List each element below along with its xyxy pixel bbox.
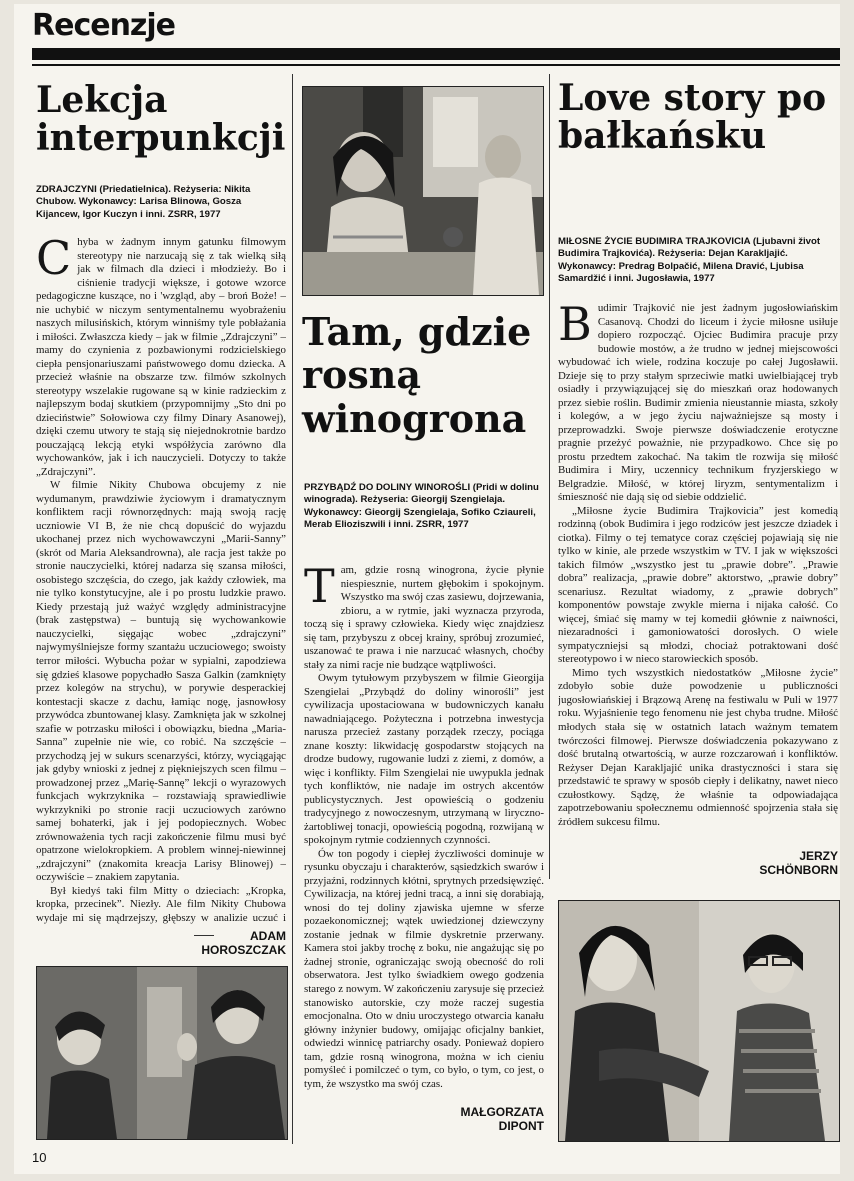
article-lekcja-paragraph-2: W filmie Nikity Chubowa obcujemy z nie wydumanym, prawdziwie życiowym i dramatycznym konfliktem racji równorzędnych: mają swoją rację uczniowie VI B, że nie chcą dopuścić do wyjazdu ukochanej przez nich wychowawczyni „Marii-Sanny” (skrót od Maria Aleksandrowna), ale racja jest także po stronie nauczycielki, której nadarza się szansa miłości, osobistego szczęścia, do czego, jak każdy człowiek, ma nie tylko konstytucyjne, ale i po prostu ludzkie prawo. Kiedy przestają już ważyć względy administracyjne (brak zastępstwa) – buntują się wychowankowie nauczycielki, sięgając wobec „zdrajczyni” najwymyślniejsze formy szantażu uczuciowego; swoisty terror miłości. Wybucha pożar w sypialni, zapodziewa się gdzieś klasowe popychadło Sasza Galkin (zamknięty przez kolegów na strychu), w porywie desperackiej kontestacji skacze z dachu, łamiąc nogę, jasnowłosy przywódca zbuntowanej klasy. Zamknięta jak w szkolnej szafie w potrzasku miłości i obowiązku, biedna „Maria-Sanna” zupełnie nie wie, co robić. Na szczęście – przychodzą jej w sukurs scenarzyści, którzy, wyciągając jak gdyby wnioski z jednej z piękniejszych scen filmu – prowadzonej przez „Marię-Sannę” lekcji o wyrazowych funkcjach wykrzyknika – rozstawiają sprawiedliwie wykrzykniki po stronie racji uczuciowych zarówno samej bohaterki, jak i jej podopiecznych. Wobec zrównoważenia tych racji zakończenie filmu musi być opatrzone wielokropkiem. A problem winnej-niewinnej „zdrajczyni” (znakomita kreacja Larisy Blinowej) – oczywiście – znakiem zapytania. xyxy=(36,479,286,884)
article-winogrona-author-line-1: MAŁGORZATA xyxy=(460,1105,544,1119)
article-winogrona-credits: PRZYBĄDŹ DO DOLINY WINOROŚLI (Pridi w dolinu winograda). Reżyseria: Gieorgij Szengielaja. Wykonawcy: Gieorgij Szengielaja, Sofiko Cziaureli, Merab Elioziszwili i inni. ZSRR, 1977 xyxy=(304,482,539,530)
article-lekcja-author-line-2: HOROSZCZAK xyxy=(201,942,286,957)
film-still-zdrajczyni xyxy=(36,966,288,1140)
film-still-winogrona-graphic xyxy=(303,87,543,295)
article-balkany-author-line-1: JERZY xyxy=(799,849,838,863)
article-balkany-title: Love story po bałkańsku xyxy=(558,77,827,157)
article-balkany-dropcap: B xyxy=(558,302,592,351)
article-winogrona-body xyxy=(304,564,544,1099)
column-divider-left xyxy=(292,74,293,1144)
article-winogrona-dropcap: T xyxy=(304,564,335,613)
article-lekcja-credits: ZDRAJCZYNI (Priedatielnica). Reżyseria: Nikita Chubow. Wykonawcy: Larisa Blinowa, Gosza Kijancew, Igor Kuczyn i inni. ZSRR, 1977 xyxy=(36,184,251,220)
article-balkany-author-line-2: SCHÖNBORN xyxy=(759,862,838,877)
film-still-budimir-graphic xyxy=(559,901,839,1141)
article-balkany-author xyxy=(674,850,838,878)
article-winogrona-title: Tam, gdzie rosną winogrona xyxy=(302,309,532,441)
article-winogrona-paragraph-3: Ów ton pogody i ciepłej życzliwości dominuje w rysunku obyczaju i charakterów, sąsiedzkich swarów i przyjaźni, rodzinnych kłótni, sprytnych przedsięwzięć. Cywilizacja, na której jedni tracą, a inni się dorabiają, wnosi do tej doliny zjawiska ujemne w sferze pozaekonomicznej; wątek uwiedzionej dziewczyny zostanie jednak w filmie dyskretnie przerwany. Kamera stoi jakby trochę z boku, nie angażując się po żadnej stronie, ograniczając swoją obecność do roli obserwatora. Jest tylko świadkiem owego godzenia starego z nowym. W zakończeniu zarysuje się przecież stanowisko autorskie, czy może raczej sugestia emocjonalna. Oto w dniu uroczystego otwarcia kanału główny inżynier budowy, omijając oficjalny bankiet, odwiedzi winnicę patriarchy osady. Ponieważ dopiero tam, gdzie rosną winogrona, można w ich cieniu pomyśleć i pomilczeć o tym, co było, o tym, co jest, o tym, że wszystko ma swój czas. xyxy=(304,847,544,1090)
magazine-page xyxy=(14,4,840,1174)
article-lekcja-author-line-1: ADAM xyxy=(250,929,286,943)
header-rule-thin xyxy=(32,64,840,66)
header-rule xyxy=(32,48,840,60)
article-winogrona-paragraph-1: am, gdzie rosną winogrona, życie płynie niespiesznie, nurtem głębokim i spokojnym. Wszystko ma swój czas zasiewu, dojrzewania, zbioru, a w rytmie, jaki wyznacza przyroda, toczą się i sprawy człowieka. Kiedy więc znajdziesz się tam, przybyszu z obcej krainy, spróbuj zrozumieć, uszanować te prawa i nie narzucać własnych, choćby stały za nimi racje nie budzące wątpliwości. xyxy=(304,564,544,671)
film-still-budimir xyxy=(558,900,840,1142)
section-label: Recenzje xyxy=(32,8,176,43)
column-divider-right xyxy=(549,74,550,879)
article-lekcja-title: Lekcja interpunkcji xyxy=(36,79,286,159)
article-lekcja-body xyxy=(36,236,286,926)
article-balkany-paragraph-1: udimir Trajković nie jest żadnym jugosłowiańskim Casanovą. Chodzi do liceum i życie miłosne usiłuje dopiero rozpocząć. Ojciec Budimira pracuje przy budowie mostów, a że trudno w jednej miejscowości wybudować ich wiele, rodzina koczuje po całej Jugosławii. Dzieje się to przy stałym sprzeciwie matki uwielbiającej tryb osiadły i przywiązującej się do mieszkań oraz hodowanych przez siebie roślin. Budimir zmienia nieustannie miasta, szkoły i kolegów, a w jego życiu najważniejsze są mosty i przeprowadzki. Swoje pierwsze doświadczenie erotyczne pragnie przeżyć poważnie, nie przypadkowo. Chce się po prostu przedtem zakochać. Na takim tle rozwija się miłość Budimira i Miry, uczennicy technikum fryzjerskiego w Belgradzie. Miłość, w której liryzm, sentymentalizm i śmieszność nie dają się od siebie oddzielić. xyxy=(558,302,838,504)
article-winogrona-author-line-2: DIPONT xyxy=(498,1118,544,1133)
film-still-zdrajczyni-graphic xyxy=(37,967,287,1139)
article-balkany-credits: MIŁOSNE ŻYCIE BUDIMIRA TRAJKOVICIA (Ljubavni život Budimira Trajkovića). Reżyseria: Dejan Karakljajić. Wykonawcy: Predrag Bolpačić, Milena Dravić, Ljubisa Samardžić i inni. Jugosławia, 1977 xyxy=(558,236,821,284)
article-balkany-paragraph-2: „Miłosne życie Budimira Trajkovicia” jest komedią rodzinną (obok Budimira i jego rodziców jest jeszcze dziadek i ciotka). Filmy o tej tematyce coraz częściej pojawiają się nie tylko w kinie, ale przede wszystkim w TV. I jak w większości takich filmów „wszystko jest tu „prawie dobre”. „Prawie dobra” realizacja, „prawie dobre” aktorstwo, „prawie dobry” scenariusz. Rezultat wiadomy, z „prawie dobrych” komponentów powstaje zwykle mierna i nijaka całość. Co więcej, śmiać się mamy w tej komedii głównie z naiwności, niezaradności i gamoniowatości dorosłych. O wiele sympatyczniejsi są młodzi, chociaż potraktowani dość stereotypowo i w nieco starowieckich sposób. xyxy=(558,504,838,666)
article-lekcja-paragraph-3: Był kiedyś taki film Mitty o dzieciach: „Kropka, kropka, przecinek”. Niezły. Ale film Nikity Chubowa wydaje mi się mądrzejszy, głębszy w analizie uczuć i xyxy=(36,884,286,924)
article-lekcja-author xyxy=(134,930,286,958)
article-balkany-paragraph-3: Mimo tych wszystkich niedostatków „Miłosne życie” zdobyło sobie duże powodzenie u publiczności jugosłowiańskiej i Brązową Arenę na festiwalu w Puli w 1977 roku. Wyjaśnienie tego fenomenu nie jest chyba trudne. Miłość młodych stała się w ostatnich latach ważnym tematem twórczości filmowej. Pierwsze doświadczenia pokazywano z dość brutalną otwartością, w aurze rozczarowań i konfliktów. Reżyser Dejan Karakljajić unika drastyczności i stara się przedstawić te sprawy w sposób ciepły i delikatny, nawet nieco czułostkowy. Sądzę, że właśnie ta odpowiadająca zapotrzebowaniu społecznemu odmienność spojrzenia stała się źródłem sukcesu filmu. xyxy=(558,666,838,828)
page-number: 10 xyxy=(32,1150,47,1165)
article-winogrona-author xyxy=(394,1106,544,1134)
article-winogrona-paragraph-2: Owym tytułowym przybyszem w filmie Gieorgija Szengielai „Przybądź do doliny winorośli” jest cywilizacja upostaciowana w budowniczych kanału nawadniającego. Pożyteczna i potrzebna inwestycja narusza przecież zastany porządek rzeczy, pociąga znane koszty: likwidację gospodarstw stojących na drodze budowy, rugowanie ludzi z ziemi, z domów, a więc i konflikty. Film Szengielai nie uwypukla jednak tych konfliktów, nie nadaje im ostrych akcentów publicystycznych. Jest opowieścią o godzeniu tradycyjnego z nowoczesnym, utrzymaną w liryczno-żartobliwej tonacji, opowieścią pogodną, rozwijaną w spokojnym rytmie codziennych czynności. xyxy=(304,672,544,847)
article-lekcja-dropcap: C xyxy=(36,236,72,285)
film-still-winogrona xyxy=(302,86,544,296)
article-balkany-body xyxy=(558,302,838,847)
article-lekcja-paragraph-1: hyba w żadnym innym gatunku filmowym stereotypy nie narzucają się z tak wielką siłą jak w filmach dla dzieci i młodzieży. Bo i ciśnienie tradycji większe, i gotowe wzorce pedagogiczne kuszące, no i 'wzgląd, aby – broń Boże! – nie uchybić w niczym sentymentalnemu wyobrażeniu naszych milusińskich, którym winniśmy tyle pobłażania i miłości. Zwłaszcza kiedy – jak w filmie „Zdrajczyni” – mamy do czynienia z pozbawionymi rodzicielskiego ciepła pensjonariuszami państwowego domu dziecka. A przecież właśnie na obszarze tzw. filmów szkolnych stereotypy wszelakie rugowane są w kinie radzieckim z najlepszym bodaj skutkiem (przypomnijmy „Sto dni po dzieciństwie” Sołowiowa czy filmy Dinary Asanowej), dzięki czemu utwory te stają się niejednokrotnie bardzo pouczającą lekcją etyki współżycia zarówno dla wychowanków, jak i ich nauczycieli. Dotyczy to także „Zdrajczyni”. xyxy=(36,236,286,478)
